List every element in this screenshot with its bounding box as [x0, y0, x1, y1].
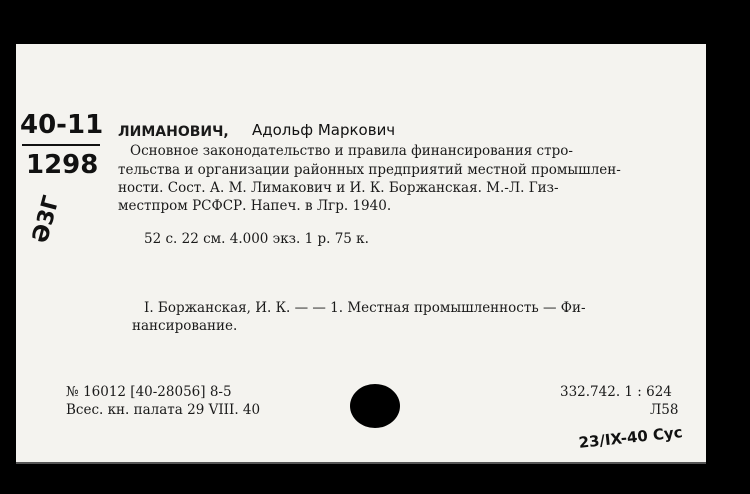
description-line-3: ности. Сост. А. М. Лимакович и И. К. Боржанская. М.-Л. Гиз- [118, 180, 559, 196]
handwritten-code-bottom: 1298 [26, 150, 99, 180]
handwritten-code-top: 40-11 [20, 110, 104, 140]
card-punch-hole [350, 384, 400, 428]
description-line-1: Основное законодательство и правила финансирования стро- [130, 143, 573, 159]
classification-number: 332.742. 1 : 624 [560, 384, 672, 400]
handwritten-divider [22, 144, 100, 146]
catalog-card [16, 44, 706, 464]
tracings-line-1: I. Боржанская, И. К. — — 1. Местная промышленность — Фи- [144, 300, 586, 316]
author-given-name: Адольф Маркович [252, 121, 396, 139]
handwritten-bottom-note: 23/IX-40 Сус [577, 423, 684, 452]
cutter-number: Л58 [650, 402, 679, 418]
book-chamber-stamp: Всес. кн. палата 29 VIII. 40 [66, 402, 261, 418]
handwritten-margin-note: Ә3Г [28, 193, 65, 246]
tracings-line-2: нансирование. [132, 318, 238, 334]
author-surname: ЛИМАНОВИЧ, [118, 124, 229, 140]
physical-description: 52 с. 22 см. 4.000 экз. 1 р. 75 к. [144, 231, 369, 247]
record-number: № 16012 [40-28056] 8-5 [66, 384, 232, 400]
description-line-2: тельства и организации районных предприятий местной промышлен- [118, 162, 621, 178]
card-bottom-edge [16, 462, 706, 464]
description-line-4: местпром РСФСР. Напеч. в Лгр. 1940. [118, 198, 392, 214]
